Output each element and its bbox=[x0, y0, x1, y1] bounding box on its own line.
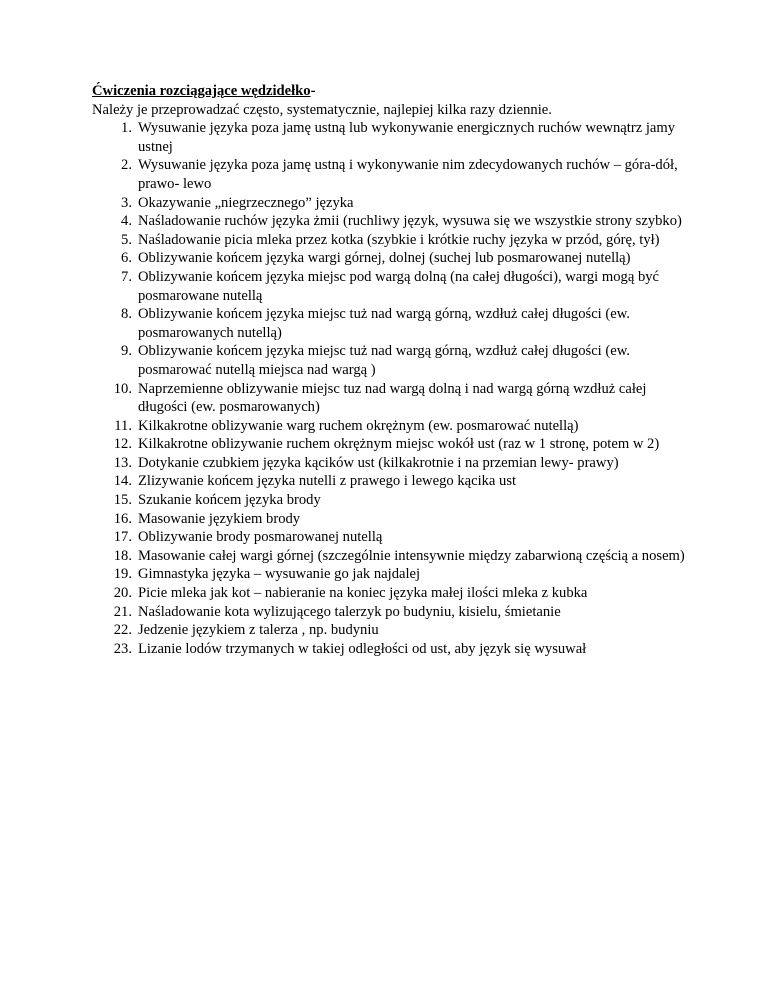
list-item bbox=[92, 417, 692, 436]
list-item-number: 23. bbox=[113, 640, 132, 657]
list-item-text: Naśladowanie ruchów języka żmii (ruchliwy język, wysuwa się we wszystkie strony szybko) bbox=[138, 213, 682, 230]
list-item-text: Wysuwanie języka poza jamę ustną i wykonywanie nim zdecydowanych ruchów – góra-dół, prawo- lewo bbox=[138, 157, 678, 192]
list-item-text: Szukanie końcem języka brody bbox=[138, 492, 321, 509]
document-title-text: Ćwiczenia rozciągające wędzidełko bbox=[92, 83, 311, 99]
list-item bbox=[92, 268, 692, 305]
list-item-text: Kilkakrotne oblizywanie warg ruchem okrężnym (ew. posmarować nutellą) bbox=[138, 417, 579, 434]
list-item bbox=[92, 342, 692, 379]
list-item-number: 12. bbox=[113, 436, 132, 453]
list-item-number: 20. bbox=[113, 585, 132, 602]
list-item-number: 22. bbox=[113, 622, 132, 639]
list-item bbox=[92, 584, 692, 603]
list-item-number: 4. bbox=[121, 213, 132, 230]
list-item bbox=[92, 547, 692, 566]
list-item bbox=[92, 565, 692, 584]
list-item bbox=[92, 194, 692, 213]
list-item-text: Gimnastyka języka – wysuwanie go jak najdalej bbox=[138, 566, 421, 583]
document-page bbox=[92, 82, 692, 658]
list-item bbox=[92, 212, 692, 231]
list-item bbox=[92, 510, 692, 529]
list-item bbox=[92, 156, 692, 193]
list-item bbox=[92, 435, 692, 454]
list-item-text: Naśladowanie picia mleka przez kotka (szybkie i krótkie ruchy języka w przód, górę, tył) bbox=[138, 231, 660, 248]
list-item-number: 3. bbox=[121, 194, 132, 211]
list-item-number: 8. bbox=[121, 306, 132, 323]
list-item-text: Masowanie językiem brody bbox=[138, 510, 301, 527]
list-item-number: 18. bbox=[113, 547, 132, 564]
list-item-number: 19. bbox=[113, 566, 132, 583]
list-item bbox=[92, 621, 692, 640]
list-item-number: 16. bbox=[113, 510, 132, 527]
list-item-number: 2. bbox=[121, 157, 132, 174]
list-item bbox=[92, 249, 692, 268]
list-item-number: 15. bbox=[113, 492, 132, 509]
list-item bbox=[92, 603, 692, 622]
list-item bbox=[92, 231, 692, 250]
document-title bbox=[92, 82, 692, 101]
list-item-text: Oblizywanie brody posmarowanej nutellą bbox=[138, 529, 383, 546]
list-item-number: 9. bbox=[121, 343, 132, 360]
list-item-text: Zlizywanie końcem języka nutelli z prawego i lewego kącika ust bbox=[138, 473, 517, 490]
list-item-text: Picie mleka jak kot – nabieranie na koniec języka małej ilości mleka z kubka bbox=[138, 585, 588, 602]
list-item bbox=[92, 640, 692, 659]
list-item-number: 11. bbox=[114, 417, 132, 434]
list-item-text: Lizanie lodów trzymanych w takiej odległości od ust, aby język się wysuwał bbox=[138, 640, 587, 657]
list-item bbox=[92, 491, 692, 510]
list-item-number: 14. bbox=[113, 473, 132, 490]
list-item-number: 5. bbox=[121, 231, 132, 248]
list-item-text: Dotykanie czubkiem języka kącików ust (kilkakrotnie i na przemian lewy- prawy) bbox=[138, 454, 619, 471]
document-title-suffix: - bbox=[310, 83, 316, 99]
exercise-list bbox=[92, 119, 692, 658]
list-item bbox=[92, 380, 692, 417]
document-intro: Należy je przeprowadzać często, systematycznie, najlepiej kilka razy dziennie. bbox=[92, 101, 552, 118]
list-item-number: 6. bbox=[121, 250, 132, 267]
list-item-number: 7. bbox=[121, 268, 132, 285]
list-item bbox=[92, 472, 692, 491]
list-item-number: 13. bbox=[113, 454, 132, 471]
list-item-text: Okazywanie „niegrzecznego” języka bbox=[138, 194, 354, 211]
list-item-text: Jedzenie językiem z talerza , np. budyniu bbox=[138, 622, 379, 639]
list-item-text: Oblizywanie końcem języka miejsc pod wargą dolną (na całej długości), wargi mogą być posmarowane nutellą bbox=[138, 268, 660, 304]
list-item bbox=[92, 119, 692, 156]
list-item-text: Naprzemienne oblizywanie miejsc tuz nad wargą dolną i nad wargą górną wzdłuż całej długości (ew. posmarowanych) bbox=[138, 380, 647, 416]
list-item-number: 10. bbox=[113, 380, 132, 397]
list-item-number: 21. bbox=[113, 603, 132, 620]
list-item bbox=[92, 454, 692, 473]
list-item-text: Wysuwanie języka poza jamę ustną lub wykonywanie energicznych ruchów wewnątrz jamy ustnej bbox=[138, 120, 676, 155]
list-item-number: 17. bbox=[113, 529, 132, 546]
list-item-text: Oblizywanie końcem języka miejsc tuż nad wargą górną, wzdłuż całej długości (ew. posmarowanych nutellą) bbox=[138, 306, 630, 341]
list-item bbox=[92, 528, 692, 547]
list-item-number: 1. bbox=[121, 120, 132, 137]
list-item-text: Kilkakrotne oblizywanie ruchem okrężnym miejsc wokół ust (raz w 1 stronę, potem w 2) bbox=[138, 436, 660, 453]
list-item-text: Oblizywanie końcem języka miejsc tuż nad wargą górną, wzdłuż całej długości (ew. posmarować nutellą miejsca nad wargą ) bbox=[138, 343, 630, 378]
list-item bbox=[92, 305, 692, 342]
list-item-text: Masowanie całej wargi górnej (szczególnie intensywnie między zabarwioną częścią a nosem) bbox=[138, 547, 685, 564]
list-item-text: Naśladowanie kota wylizującego talerzyk po budyniu, kisielu, śmietanie bbox=[138, 603, 561, 620]
list-item-text: Oblizywanie końcem języka wargi górnej, dolnej (suchej lub posmarowanej nutellą) bbox=[138, 250, 631, 267]
